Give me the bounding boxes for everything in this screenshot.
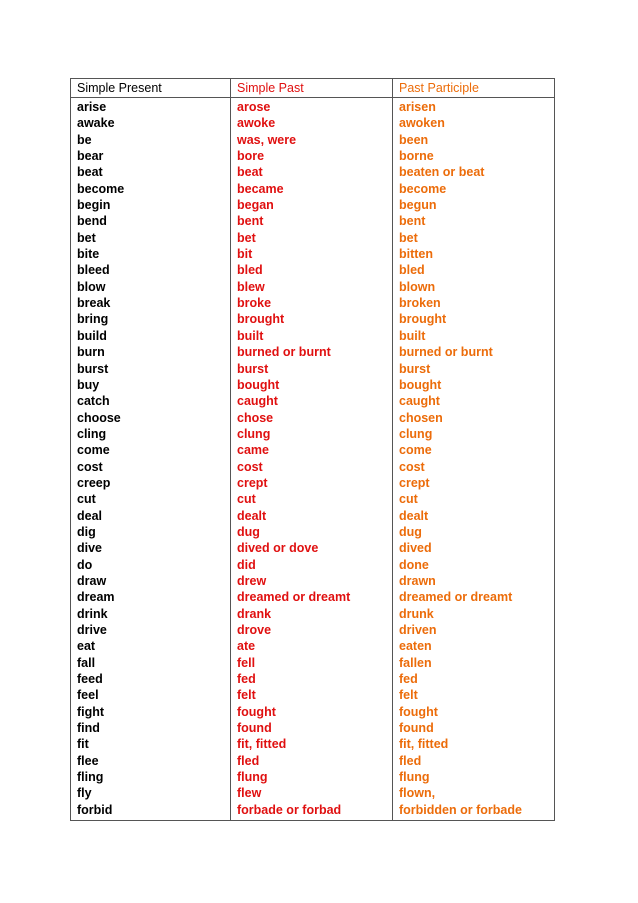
- simple-present-verb: burn: [77, 345, 105, 360]
- past-participle-verb: drawn: [399, 573, 436, 588]
- simple-present-verb: drive: [77, 623, 107, 637]
- simple-present-verb: fall: [77, 655, 96, 670]
- past-participle-verb: arisen: [399, 100, 436, 114]
- simple-present-verb: beat: [77, 165, 103, 180]
- simple-past-verb: dreamed or dreamt: [237, 590, 351, 605]
- past-participle-verb: burned or burnt: [399, 345, 493, 360]
- past-participle-verb: driven: [399, 623, 437, 637]
- past-participle-verb: dived: [399, 541, 432, 556]
- past-participle-verb: borne: [399, 149, 434, 164]
- simple-present-verb: bring: [77, 312, 109, 327]
- past-participle-verb: forbidden or forbade: [399, 802, 522, 817]
- simple-past-verb: ate: [237, 639, 256, 654]
- past-participle-verb: brought: [399, 312, 447, 327]
- simple-present-verb: bear: [77, 149, 104, 164]
- simple-present-column: [71, 98, 231, 821]
- simple-past-verb: found: [237, 721, 272, 736]
- simple-past-verb: flung: [237, 770, 268, 785]
- simple-present-verb: find: [77, 721, 100, 736]
- simple-present-verb: come: [77, 443, 110, 458]
- simple-past-verb: became: [237, 181, 284, 196]
- simple-past-verb: fought: [237, 704, 276, 719]
- simple-past-verb: clung: [237, 426, 271, 441]
- simple-past-verb: bore: [237, 149, 265, 164]
- header-row: [71, 79, 555, 98]
- simple-past-verb: came: [237, 443, 269, 458]
- simple-past-verb: bought: [237, 377, 280, 392]
- simple-past-verb: caught: [237, 394, 278, 409]
- simple-present-verb: feed: [77, 672, 103, 687]
- simple-present-verb: cut: [77, 492, 96, 507]
- simple-past-verb: arose: [237, 100, 271, 114]
- simple-past-verb: broke: [237, 296, 272, 311]
- simple-past-verb: brought: [237, 312, 285, 327]
- past-participle-verb: cost: [399, 459, 425, 474]
- simple-past-verb: bled: [237, 263, 263, 278]
- simple-past-verb: dealt: [237, 508, 267, 523]
- past-participle-verb: flung: [399, 770, 430, 785]
- simple-present-verb: choose: [77, 410, 121, 425]
- simple-past-verb: fell: [237, 655, 256, 670]
- simple-past-verb: was, were: [237, 132, 297, 147]
- past-participle-verb: burst: [399, 361, 431, 376]
- simple-present-verb: fit: [77, 737, 89, 752]
- simple-past-verb: cost: [237, 459, 263, 474]
- simple-present-verb: bleed: [77, 263, 110, 278]
- simple-present-verb: buy: [77, 377, 100, 392]
- simple-past-verb: forbade or forbad: [237, 802, 342, 817]
- simple-past-verb: drove: [237, 623, 272, 637]
- simple-past-verb: beat: [237, 165, 263, 180]
- past-participle-verb: been: [399, 132, 429, 147]
- past-participle-verb: dug: [399, 524, 422, 539]
- simple-past-verb: crept: [237, 475, 268, 490]
- simple-present-verb: fight: [77, 704, 105, 719]
- simple-present-verb: dive: [77, 541, 103, 556]
- simple-past-verb: drew: [237, 573, 267, 588]
- simple-past-verb: built: [237, 328, 264, 343]
- simple-present-verb: bite: [77, 247, 100, 262]
- simple-present-verb: be: [77, 132, 92, 147]
- past-participle-verb: become: [399, 181, 447, 196]
- header-simple-present: Simple Present: [71, 79, 231, 98]
- simple-past-verb: dug: [237, 524, 260, 539]
- simple-present-verb: become: [77, 181, 125, 196]
- past-participle-column: [393, 98, 555, 821]
- simple-past-verb: began: [237, 198, 274, 213]
- past-participle-verb: bent: [399, 214, 426, 229]
- simple-past-verb: dived or dove: [237, 541, 319, 556]
- simple-present-verb: creep: [77, 475, 111, 490]
- past-participle-verb: cut: [399, 492, 418, 507]
- past-participle-verb: crept: [399, 475, 430, 490]
- simple-past-verb: burst: [237, 361, 269, 376]
- simple-past-verb: drank: [237, 606, 272, 621]
- header-past-participle: Past Participle: [393, 79, 555, 98]
- simple-past-verb: burned or burnt: [237, 345, 331, 360]
- past-participle-verb: done: [399, 557, 429, 572]
- past-participle-verb: bet: [399, 230, 418, 245]
- simple-present-verb: dig: [77, 524, 96, 539]
- simple-past-verb: bent: [237, 214, 264, 229]
- simple-present-verb: cost: [77, 459, 103, 474]
- simple-past-verb: felt: [237, 688, 256, 703]
- past-participle-verb: fallen: [399, 655, 432, 670]
- simple-present-verb: break: [77, 296, 111, 311]
- past-participle-verb: broken: [399, 296, 441, 311]
- simple-past-verb: bet: [237, 230, 256, 245]
- past-participle-verb: bled: [399, 263, 425, 278]
- past-participle-verb: awoken: [399, 116, 445, 131]
- simple-present-verb: build: [77, 328, 107, 343]
- simple-past-verb: fit, fitted: [237, 737, 287, 752]
- past-participle-verb: dreamed or dreamt: [399, 590, 513, 605]
- simple-past-verb: did: [237, 557, 256, 572]
- simple-present-verb: catch: [77, 394, 110, 409]
- past-participle-verb: fought: [399, 704, 438, 719]
- simple-present-verb: feel: [77, 688, 99, 703]
- simple-present-verb: bet: [77, 230, 96, 245]
- past-participle-verb: fed: [399, 672, 418, 687]
- simple-present-verb: awake: [77, 116, 115, 131]
- simple-present-verb: flee: [77, 753, 99, 768]
- past-participle-verb: fit, fitted: [399, 737, 449, 752]
- irregular-verbs-table: [70, 78, 555, 821]
- simple-present-verb: forbid: [77, 802, 113, 817]
- past-participle-verb: blown: [399, 279, 436, 294]
- simple-present-verb: eat: [77, 639, 96, 654]
- simple-present-verb: fling: [77, 770, 104, 785]
- simple-past-verb: blew: [237, 279, 265, 294]
- verbs-row: [71, 98, 555, 821]
- past-participle-verb: beaten or beat: [399, 165, 485, 180]
- past-participle-verb: caught: [399, 394, 440, 409]
- past-participle-verb: chosen: [399, 410, 443, 425]
- simple-past-verb: bit: [237, 247, 253, 262]
- simple-present-verb: deal: [77, 508, 103, 523]
- simple-present-verb: blow: [77, 279, 106, 294]
- simple-present-verb: arise: [77, 100, 107, 114]
- simple-present-verb: drink: [77, 606, 108, 621]
- past-participle-verb: felt: [399, 688, 418, 703]
- simple-past-verb: flew: [237, 786, 262, 801]
- past-participle-verb: clung: [399, 426, 433, 441]
- simple-present-verb: cling: [77, 426, 107, 441]
- simple-past-verb: fled: [237, 753, 260, 768]
- simple-past-verb: awoke: [237, 116, 276, 131]
- simple-present-verb: do: [77, 557, 93, 572]
- simple-present-verb: bend: [77, 214, 107, 229]
- past-participle-verb: flown,: [399, 786, 436, 801]
- simple-past-verb: cut: [237, 492, 256, 507]
- simple-past-column: [231, 98, 393, 821]
- simple-present-verb: begin: [77, 198, 111, 213]
- past-participle-verb: fled: [399, 753, 422, 768]
- simple-present-verb: draw: [77, 573, 107, 588]
- past-participle-verb: bitten: [399, 247, 434, 262]
- header-simple-past: Simple Past: [231, 79, 393, 98]
- simple-past-verb: chose: [237, 410, 274, 425]
- past-participle-verb: eaten: [399, 639, 432, 654]
- past-participle-verb: drunk: [399, 606, 434, 621]
- simple-past-verb: fed: [237, 672, 256, 687]
- simple-present-verb: burst: [77, 361, 109, 376]
- simple-present-verb: fly: [77, 786, 92, 801]
- simple-present-verb: dream: [77, 590, 115, 605]
- past-participle-verb: found: [399, 721, 434, 736]
- past-participle-verb: begun: [399, 198, 437, 213]
- past-participle-verb: built: [399, 328, 426, 343]
- past-participle-verb: bought: [399, 377, 442, 392]
- past-participle-verb: come: [399, 443, 432, 458]
- past-participle-verb: dealt: [399, 508, 429, 523]
